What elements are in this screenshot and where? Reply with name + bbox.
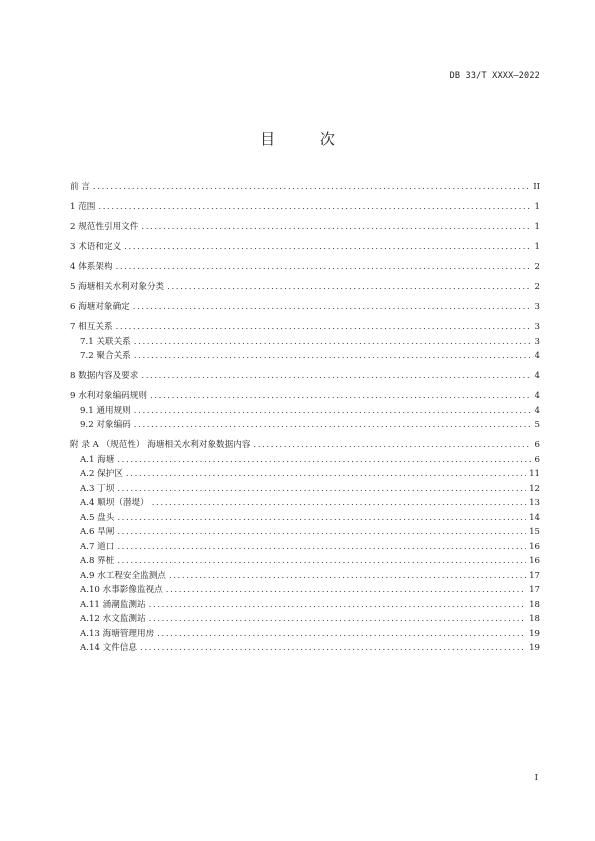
toc-entry-page: 17 — [529, 570, 540, 581]
toc-entry-label: A.14 文件信息 — [80, 643, 137, 653]
toc-entry-page: 5 — [534, 420, 540, 430]
toc-entry-label: A.8 界桩 — [80, 556, 115, 566]
toc-entry-label: 9 水利对象编码规则 — [70, 391, 147, 401]
toc-entry-page: 15 — [529, 527, 540, 537]
dot-leader — [116, 262, 531, 272]
toc-entry-label: A.12 水文监测站 — [80, 614, 146, 624]
toc-entry-label: 2 规范性引用文件 — [70, 222, 139, 232]
toc-subentry[interactable] — [70, 641, 540, 653]
toc-entry-page: 3 — [534, 322, 540, 332]
toc-entry-label: 7.2 聚合关系 — [80, 351, 131, 361]
toc-entry-label: A.1 海塘 — [80, 454, 115, 465]
toc-subentry[interactable] — [70, 598, 540, 610]
toc-subentry[interactable] — [70, 482, 540, 494]
toc-subentry[interactable] — [70, 496, 540, 508]
toc-subentry[interactable] — [70, 511, 540, 523]
dot-leader — [166, 585, 526, 595]
toc-entry-page: 19 — [529, 628, 540, 639]
toc-entry-label: 7.1 关联关系 — [80, 336, 131, 347]
dot-leader — [117, 542, 526, 552]
toc-subentry[interactable] — [70, 583, 540, 595]
toc-subentry[interactable] — [70, 554, 540, 566]
toc-entry-label: A.9 水工程安全监测点 — [80, 570, 166, 581]
toc-entry-page: 3 — [534, 302, 540, 312]
toc-entry[interactable] — [70, 180, 540, 192]
dot-leader — [124, 242, 531, 252]
toc-entry-page: 2 — [534, 262, 540, 272]
toc-entry[interactable] — [70, 300, 540, 312]
toc-entry[interactable] — [70, 438, 540, 450]
toc-entry-page: 3 — [534, 336, 540, 347]
toc-entry-page: 1 — [534, 222, 540, 232]
toc-entry-label: 9.1 通用规则 — [80, 405, 131, 416]
dot-leader — [126, 469, 526, 479]
dot-leader — [134, 351, 531, 361]
toc-entry-page: 19 — [529, 643, 540, 653]
dot-leader — [133, 302, 531, 312]
toc-entry-page: 4 — [534, 405, 540, 416]
toc-entry-page: 6 — [534, 454, 540, 465]
toc-subentry[interactable] — [70, 467, 540, 479]
toc-entry-label: A.2 保护区 — [80, 469, 123, 479]
toc-entry[interactable] — [70, 220, 540, 232]
toc-entry-label: 3 术语和定义 — [70, 242, 122, 252]
toc-entry-page: 12 — [529, 483, 540, 494]
toc-entry-page: 18 — [529, 599, 540, 610]
toc-subentry[interactable] — [70, 612, 540, 624]
dot-leader — [116, 322, 531, 332]
dot-leader — [253, 440, 531, 450]
toc-subentry[interactable] — [70, 335, 540, 347]
toc-entry-page: 1 — [534, 202, 540, 212]
toc-entry-label: 8 数据内容及要求 — [70, 371, 139, 381]
toc-entry-label: 5 海塘相关水利对象分类 — [70, 282, 165, 292]
toc-entry-label: 附 录 A （规范性） 海塘相关水利对象数据内容 — [70, 440, 251, 450]
toc-entry-label: A.7 道口 — [80, 541, 115, 552]
toc-entry-label: A.3 丁坝 — [80, 483, 115, 494]
toc-subentry[interactable] — [70, 540, 540, 552]
toc-entry-label: 1 范围 — [70, 202, 96, 212]
toc-entry-page: 1 — [534, 242, 540, 252]
toc-entry-label: A.4 顺坝（潜堤） — [80, 498, 149, 508]
dot-leader — [149, 614, 526, 624]
toc-entry[interactable] — [70, 260, 540, 272]
toc-entry-label: A.11 涌潮监测站 — [80, 599, 146, 610]
toc-entry[interactable] — [70, 369, 540, 381]
toc-entry[interactable] — [70, 240, 540, 252]
toc-entry-page: 4 — [534, 371, 540, 381]
toc-entry-page: 18 — [529, 614, 540, 624]
toc-entry-label: 6 海塘对象确定 — [70, 302, 130, 312]
toc-entry[interactable] — [70, 389, 540, 401]
toc-subentry[interactable] — [70, 569, 540, 581]
toc-entry-label: 4 体系架构 — [70, 262, 113, 272]
dot-leader — [117, 556, 526, 566]
toc-entry-page: 14 — [529, 512, 540, 523]
toc-entry-page: 11 — [529, 469, 540, 479]
page-title: 目 次 — [260, 130, 355, 148]
dot-leader — [169, 571, 526, 581]
toc-entry-label: A.5 盘头 — [80, 512, 115, 523]
toc-entry-label: 7 相互关系 — [70, 322, 113, 332]
toc-entry-page: 17 — [529, 585, 540, 595]
toc-subentry[interactable] — [70, 453, 540, 465]
toc-entry[interactable] — [70, 280, 540, 292]
toc-entry-label: 前 言 — [70, 182, 90, 192]
dot-leader — [141, 222, 531, 232]
toc-entry-page: 2 — [534, 282, 540, 292]
page-number: I — [534, 773, 538, 783]
toc-subentry[interactable] — [70, 627, 540, 639]
toc-entry-page: II — [533, 182, 540, 192]
document-code: DB 33/T XXXX—2022 — [449, 71, 540, 81]
dot-leader — [167, 282, 531, 292]
dot-leader — [117, 513, 526, 523]
dot-leader — [117, 484, 526, 494]
toc-entry-page: 16 — [529, 556, 540, 566]
dot-leader — [134, 406, 531, 416]
toc-entry-page: 16 — [529, 541, 540, 552]
toc-entry[interactable] — [70, 200, 540, 212]
dot-leader — [117, 527, 526, 537]
toc-subentry[interactable] — [70, 349, 540, 361]
table-of-contents — [70, 180, 540, 653]
toc-entry[interactable] — [70, 320, 540, 332]
toc-subentry[interactable] — [70, 418, 540, 430]
toc-entry-label: 9.2 对象编码 — [80, 420, 131, 430]
toc-entry-page: 4 — [534, 351, 540, 361]
toc-entry-page: 13 — [529, 498, 540, 508]
dot-leader — [152, 498, 526, 508]
toc-entry-page: 6 — [534, 440, 540, 450]
toc-subentry[interactable] — [70, 525, 540, 537]
toc-entry-label: A.13 海塘管理用房 — [80, 628, 155, 639]
dot-leader — [157, 629, 526, 639]
dot-leader — [149, 600, 526, 610]
toc-entry-label: A.10 水事影像监视点 — [80, 585, 163, 595]
dot-leader — [140, 643, 526, 653]
toc-subentry[interactable] — [70, 404, 540, 416]
toc-entry-label: A.6 旱闸 — [80, 527, 115, 537]
dot-leader — [134, 420, 531, 430]
toc-entry-page: 4 — [534, 391, 540, 401]
dot-leader — [98, 202, 531, 212]
dot-leader — [93, 182, 530, 192]
dot-leader — [150, 391, 531, 401]
dot-leader — [117, 455, 531, 465]
dot-leader — [134, 337, 531, 347]
dot-leader — [141, 371, 531, 381]
